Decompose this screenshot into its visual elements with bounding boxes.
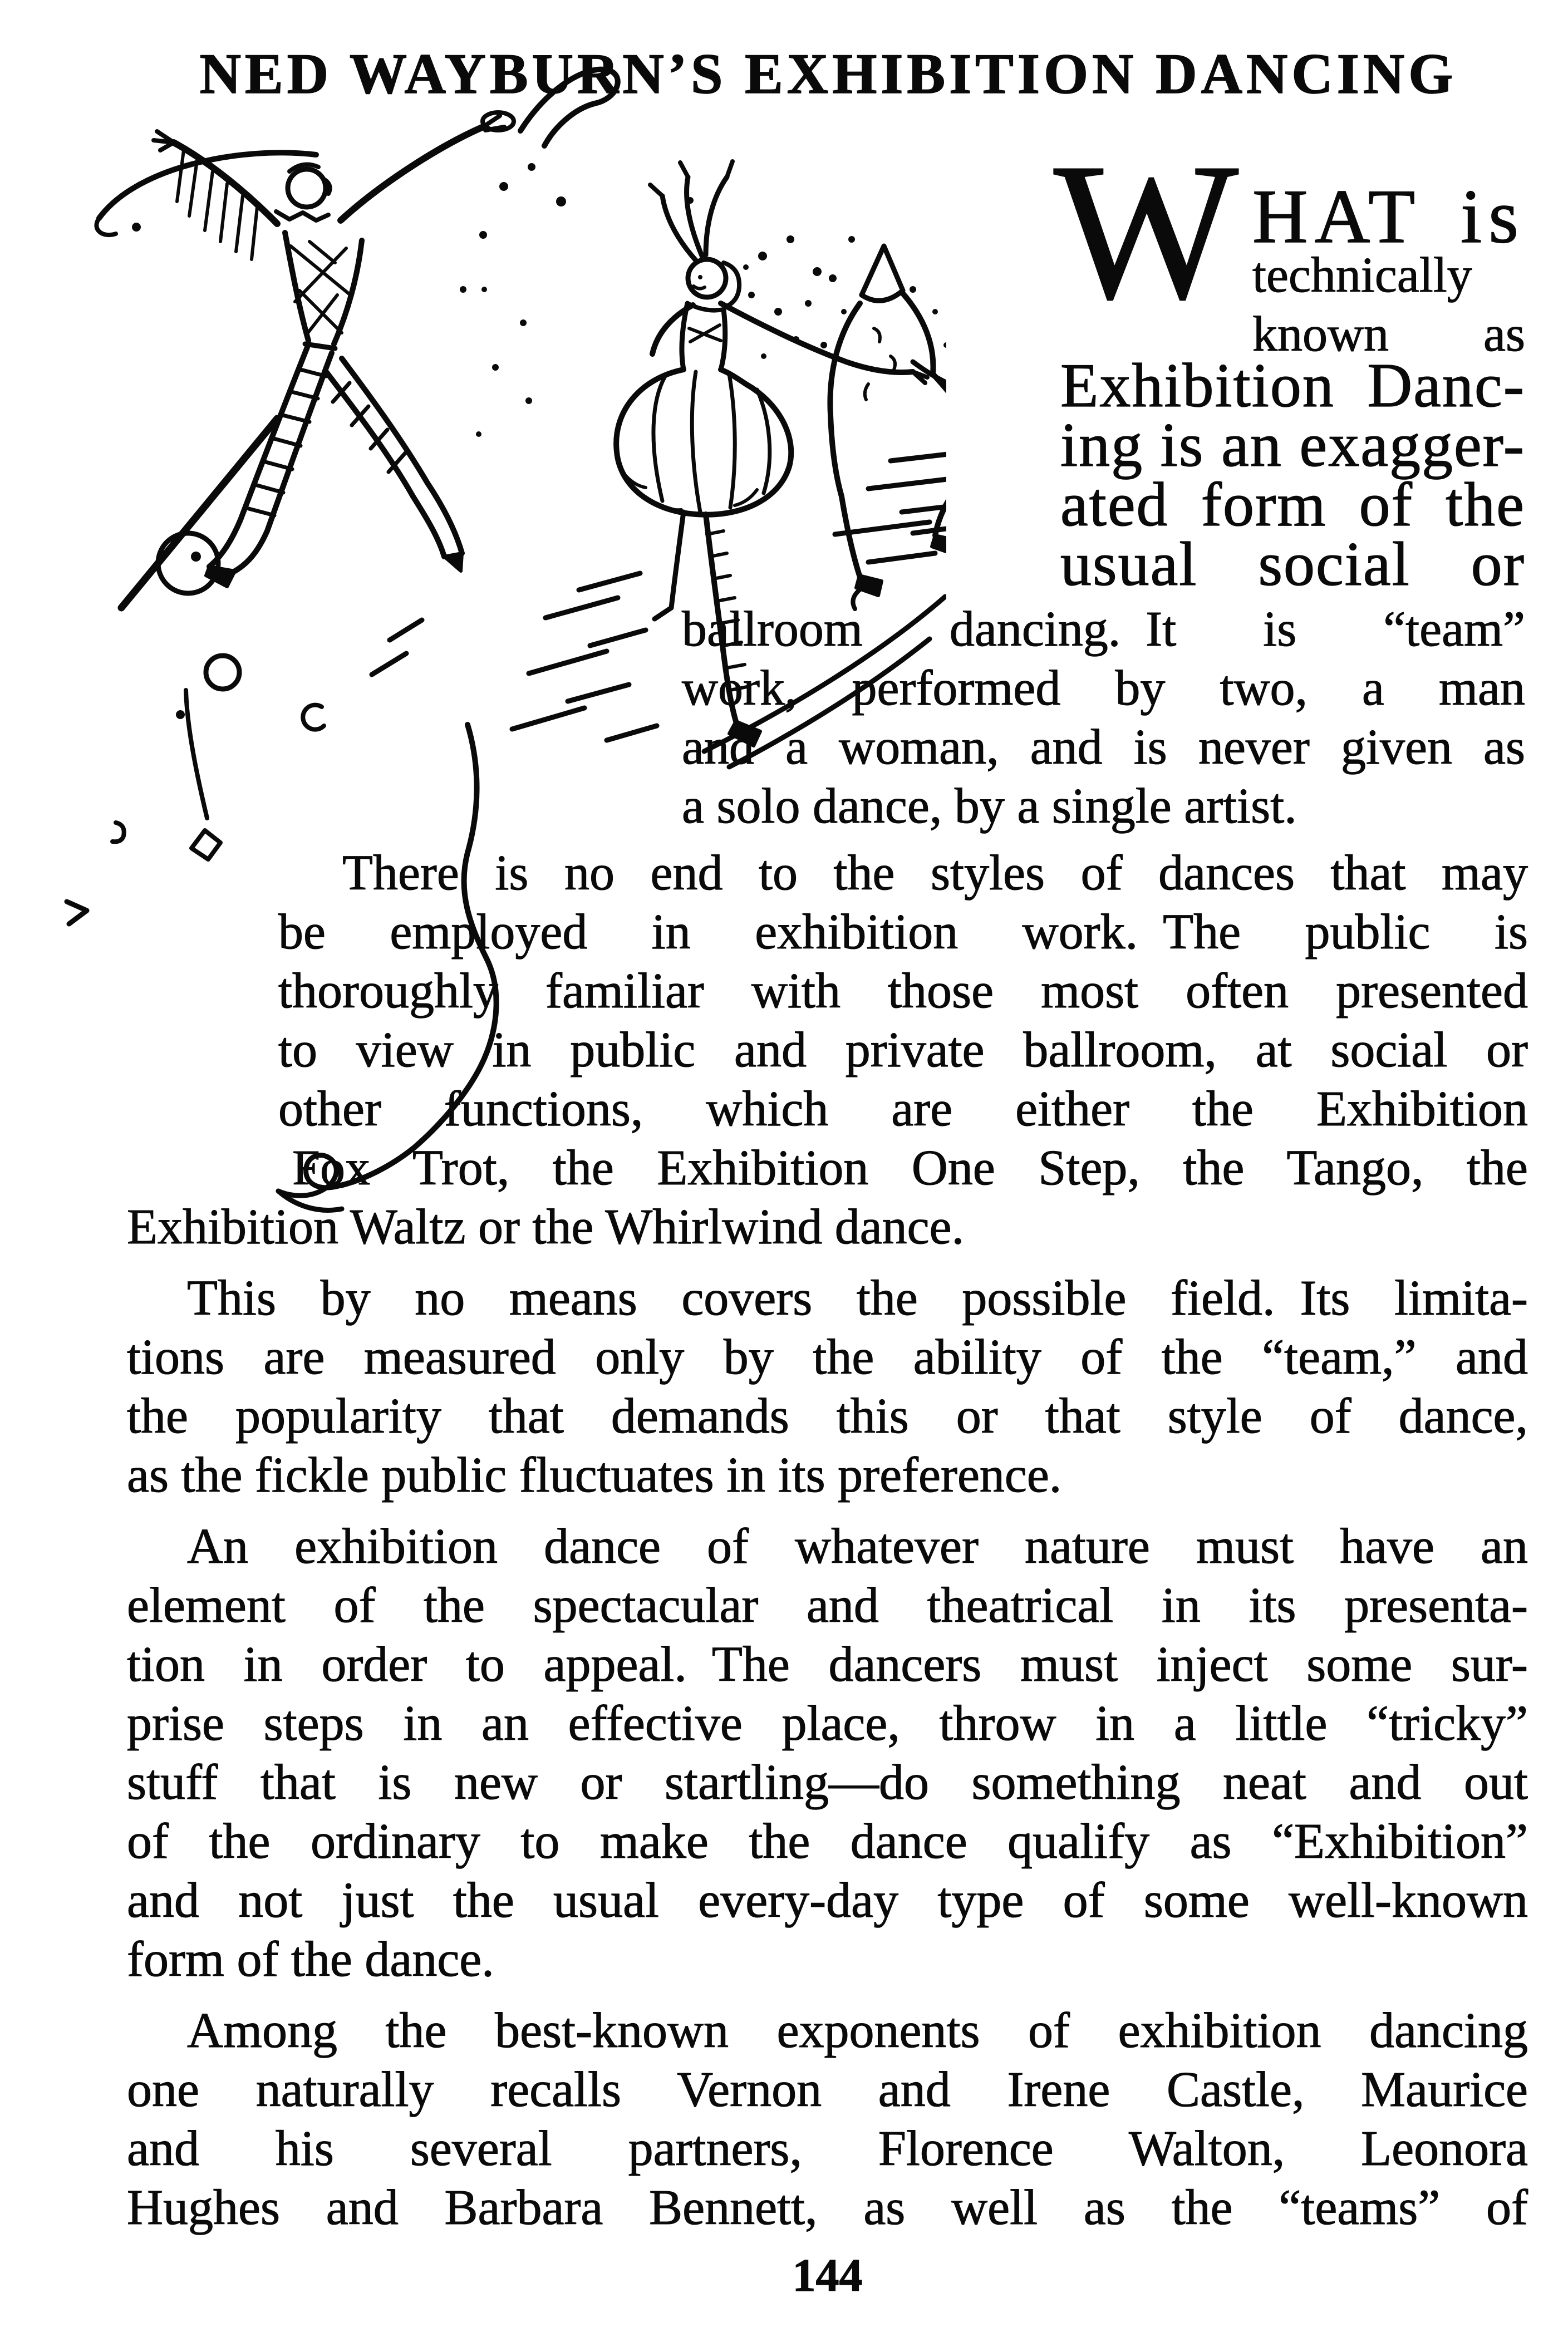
- text-line: and not just the usual every-day type of some well-known: [127, 1873, 1528, 1928]
- drop-cap: W: [1054, 123, 1239, 340]
- text-line: Exhibition Waltz or the Whirlwind dance.: [127, 1199, 965, 1254]
- text-line: thoroughly familiar with those most often presented: [278, 963, 1528, 1019]
- text-line: of the ordinary to make the dance qualify as “Exhibition”: [127, 1814, 1528, 1869]
- page-number: 144: [792, 2250, 863, 2301]
- text-line: HAT is: [1252, 174, 1525, 259]
- text-line: An exhibition dance of whatever nature must have an: [187, 1519, 1528, 1574]
- text-line: work, performed by two, a man: [682, 661, 1525, 716]
- text-line: stuff that is new or startling—do something neat and out: [127, 1755, 1528, 1810]
- text-line: Among the best-known exponents of exhibition dancing: [187, 2003, 1528, 2058]
- paragraph-possible-field: [127, 1269, 1528, 1505]
- paragraph-best-known-exponents: [127, 2001, 1528, 2237]
- text-line: Hughes and Barbara Bennett, as well as the “teams” of: [127, 2180, 1528, 2235]
- text-line: prise steps in an effective place, throw in a little “tricky”: [127, 1696, 1528, 1751]
- text-line: known as: [1252, 307, 1525, 362]
- text-line: a solo dance, by a single artist.: [682, 779, 1297, 834]
- text-line: to view in public and private ballroom, at social or: [278, 1022, 1528, 1078]
- text-line: as the fickle public fluctuates in its preference.: [127, 1448, 1062, 1503]
- text-line: Exhibition Danc-: [1060, 351, 1525, 420]
- text-line: tions are measured only by the ability of the “team,” and: [127, 1330, 1528, 1385]
- text-line: one naturally recalls Vernon and Irene Castle, Maurice: [127, 2062, 1528, 2117]
- text-line: Fox Trot, the Exhibition One Step, the Tango, the: [292, 1140, 1528, 1196]
- text-line: be employed in exhibition work. The public is: [278, 904, 1528, 960]
- text-line: technically: [1252, 248, 1472, 303]
- paragraph-spectacular-element: [127, 1517, 1528, 1989]
- opening-lines-wide: [682, 600, 1525, 836]
- text-line: and his several partners, Florence Walton, Leonora: [127, 2121, 1528, 2176]
- running-head: NED WAYBURN’S EXHIBITION DANCING: [199, 42, 1457, 106]
- opening-lines-medium: [1060, 351, 1525, 599]
- text-line: and a woman, and is never given as: [682, 720, 1525, 775]
- text-line: form of the dance.: [127, 1932, 494, 1987]
- paragraph-styles-of-dances: [127, 844, 1528, 1257]
- text-line: ated form of the: [1060, 470, 1525, 539]
- opening-lines-beside-dropcap: [1252, 174, 1525, 364]
- text-line: element of the spectacular and theatrical in its presenta-: [127, 1578, 1528, 1633]
- text-line: ballroom dancing. It is “team”: [682, 602, 1525, 657]
- text-line: ing is an exagger-: [1060, 411, 1525, 480]
- text-line: usual social or: [1060, 530, 1525, 599]
- text-line: the popularity that demands this or that style of dance,: [127, 1389, 1528, 1444]
- text-line: There is no end to the styles of dances that may: [342, 845, 1528, 901]
- text-line: other functions, which are either the Exhibition: [278, 1081, 1528, 1137]
- text-line: tion in order to appeal. The dancers must inject some sur-: [127, 1637, 1528, 1692]
- text-line: This by no means covers the possible field. Its limita-: [187, 1271, 1528, 1326]
